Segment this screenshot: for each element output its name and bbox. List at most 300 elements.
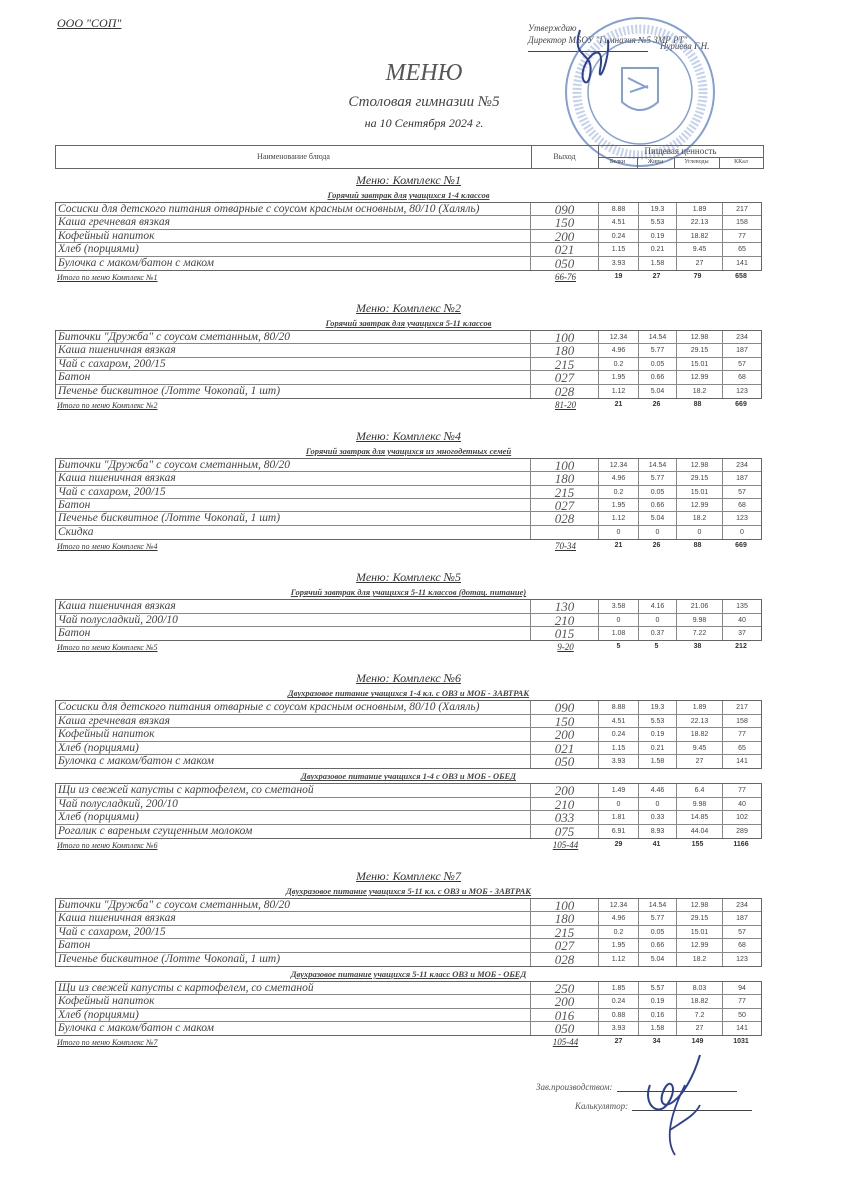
table-row (56, 742, 761, 755)
dish-output: 180 (531, 344, 599, 356)
dish-output: 050 (531, 257, 599, 270)
dish-name: Чай с сахаром, 200/15 (56, 358, 531, 370)
table-row (56, 499, 761, 512)
approve-label: Утверждаю (528, 23, 577, 33)
table-row (56, 1009, 761, 1022)
meal-group-title: Горячий завтрак для учащихся 5-11 классов (325, 317, 492, 328)
manager-signature (640, 1045, 710, 1165)
table-row (56, 982, 761, 995)
dish-kcal: 68 (738, 502, 746, 510)
total-fats: 26 (652, 400, 661, 408)
total-price: 105-44 (552, 839, 579, 850)
dish-carbs: 12.98 (677, 331, 723, 343)
table-row (56, 1022, 761, 1035)
dish-kcal: 57 (738, 928, 746, 936)
dish-output: 021 (531, 742, 599, 754)
dish-carbs: 22.13 (677, 216, 723, 228)
dish-name: Рогалик с вареным сгущенным молоком (56, 825, 531, 838)
total-kcal: 212 (735, 643, 747, 651)
organization-name: ООО "СОП" (57, 16, 122, 30)
meal-group (55, 446, 762, 540)
dish-fats: 0.37 (639, 627, 677, 640)
table-row (56, 331, 761, 344)
dish-name: Биточки "Дружба" с соусом сметанным, 80/20 (56, 899, 531, 911)
dish-proteins: 4.96 (599, 472, 639, 484)
dish-output: 050 (531, 755, 599, 768)
header-fats: Жиры (637, 157, 675, 168)
table-row (56, 715, 761, 728)
dish-carbs: 7.2 (677, 1009, 723, 1021)
dish-fats: 0 (639, 526, 677, 539)
dish-kcal: 234 (736, 461, 748, 469)
table-row (56, 995, 761, 1008)
dish-output: 250 (531, 982, 599, 994)
dish-name: Печенье бисквитное (Лотте Чокопай, 1 шт) (56, 953, 531, 966)
dish-kcal: 40 (738, 800, 746, 808)
table-row (56, 344, 761, 357)
dish-carbs: 9.98 (677, 798, 723, 810)
dish-name: Чай полусладкий, 200/10 (56, 614, 531, 626)
dish-proteins: 0.24 (599, 728, 639, 740)
dish-carbs: 18.2 (677, 512, 723, 524)
table-row (56, 358, 761, 371)
meal-group (55, 769, 762, 839)
dish-fats: 19.3 (639, 203, 677, 215)
total-carbs: 38 (693, 643, 702, 651)
dish-fats: 0 (639, 798, 677, 810)
table-row (56, 459, 761, 472)
total-price: 66-76 (555, 271, 576, 282)
dish-carbs: 18.2 (677, 953, 723, 966)
dish-fats: 14.54 (639, 459, 677, 471)
dish-name: Хлеб (порциями) (56, 742, 531, 754)
table-row (56, 512, 761, 525)
table-row (56, 526, 761, 539)
dish-name: Чай с сахаром, 200/15 (56, 486, 531, 498)
header-kcal: ККал (734, 159, 748, 165)
dish-fats: 5.04 (639, 512, 677, 524)
dish-carbs: 9.45 (677, 243, 723, 255)
dish-kcal: 57 (738, 360, 746, 368)
dish-carbs: 1.89 (677, 701, 723, 713)
table-row (56, 728, 761, 741)
dish-proteins: 1.85 (599, 982, 639, 994)
dish-name: Булочка с маком/батон с маком (56, 1022, 531, 1035)
dish-proteins: 0.24 (599, 230, 639, 242)
dish-fats: 0.21 (639, 742, 677, 754)
dish-name: Булочка с маком/батон с маком (56, 257, 531, 270)
dish-output: 090 (531, 701, 599, 713)
dish-proteins: 0 (599, 526, 639, 539)
dish-fats: 5.04 (639, 385, 677, 398)
dish-name: Скидка (56, 526, 531, 539)
header-nutrition: Пищевая ценность (598, 146, 763, 158)
complex-title: Меню: Комплекс №1 (356, 173, 461, 187)
total-proteins: 21 (614, 542, 623, 550)
total-proteins: 29 (614, 840, 623, 848)
dish-carbs: 27 (677, 755, 723, 768)
menu-complex (55, 866, 762, 1050)
dish-proteins: 3.93 (599, 755, 639, 768)
dish-proteins: 0 (599, 798, 639, 810)
table-header (55, 145, 764, 169)
total-price: 9-20 (557, 642, 574, 653)
table-row (56, 953, 761, 966)
dish-proteins: 8.88 (599, 203, 639, 215)
dish-name: Биточки "Дружба" с соусом сметанным, 80/20 (56, 459, 531, 471)
dish-fats: 0.05 (639, 358, 677, 370)
dish-carbs: 15.01 (677, 358, 723, 370)
complex-total-row (55, 839, 762, 852)
dish-output: 200 (531, 728, 599, 740)
dish-name: Сосиски для детского питания отварные с соусом красным основным, 80/10 (Халяль) (56, 701, 531, 713)
dish-output: 215 (531, 486, 599, 498)
dish-proteins: 1.08 (599, 627, 639, 640)
table-row (56, 371, 761, 384)
complex-total-row (55, 641, 762, 654)
dish-carbs: 15.01 (677, 486, 723, 498)
dish-fats: 4.16 (639, 600, 677, 612)
total-price: 105-44 (552, 1037, 579, 1048)
dish-fats: 0.66 (639, 939, 677, 951)
dish-fats: 5.53 (639, 216, 677, 228)
total-fats: 34 (652, 1038, 661, 1046)
dish-name: Батон (56, 371, 531, 383)
dishes-table (55, 599, 762, 641)
total-proteins: 27 (614, 1038, 623, 1046)
dish-carbs: 12.98 (677, 899, 723, 911)
dish-fats: 1.58 (639, 755, 677, 768)
dish-output: 050 (531, 1022, 599, 1035)
dishes-table (55, 458, 762, 540)
menu-content (55, 170, 762, 1063)
menu-complex (55, 567, 762, 654)
meal-group (55, 190, 762, 271)
meal-group (55, 967, 762, 1037)
table-row (56, 600, 761, 613)
dish-name: Батон (56, 939, 531, 951)
dish-fats: 5.57 (639, 982, 677, 994)
table-row (56, 385, 761, 398)
dish-kcal: 141 (736, 1025, 748, 1033)
dish-name: Каша пшеничная вязкая (56, 344, 531, 356)
dish-carbs: 27 (677, 1022, 723, 1035)
meal-group-title: Двухразовое питание учащихся 1-4 кл. с ОВЗ и МОБ - ЗАВТРАК (287, 688, 530, 699)
dish-output: 150 (531, 216, 599, 228)
meal-group-title: Горячий завтрак для учащихся из многодетных семей (305, 445, 512, 456)
dish-fats: 0.66 (639, 499, 677, 511)
total-label: Итого по меню Комплекс №2 (57, 400, 158, 410)
dish-kcal: 234 (736, 333, 748, 341)
meal-group-title: Двухразовое питание учащихся 5-11 кл. с ОВЗ и МОБ - ЗАВТРАК (285, 885, 532, 896)
dish-name: Батон (56, 499, 531, 511)
dish-name: Батон (56, 627, 531, 640)
dish-output: 075 (531, 825, 599, 838)
complex-title: Меню: Комплекс №7 (356, 868, 461, 883)
dish-carbs: 22.13 (677, 715, 723, 727)
approve-position: Директор МБОУ "Гимназия №5 ЗМР РТ" (528, 35, 688, 45)
meal-group-title: Двухразовое питание учащихся 1-4 с ОВЗ и МОБ - ОБЕД (301, 771, 516, 782)
approve-name: Нуриева Г.Н. (660, 41, 710, 51)
dish-output: 033 (531, 811, 599, 823)
dish-carbs: 14.85 (677, 811, 723, 823)
dish-output: 100 (531, 459, 599, 471)
dish-fats: 14.54 (639, 899, 677, 911)
dish-proteins: 1.49 (599, 784, 639, 796)
dish-fats: 19.3 (639, 701, 677, 713)
dish-name: Чай с сахаром, 200/15 (56, 926, 531, 938)
table-row (56, 784, 761, 797)
dish-fats: 0.05 (639, 486, 677, 498)
total-carbs: 149 (691, 1038, 704, 1046)
dish-name: Биточки "Дружба" с соусом сметанным, 80/20 (56, 331, 531, 343)
table-row (56, 755, 761, 768)
table-row (56, 798, 761, 811)
dish-fats: 5.77 (639, 472, 677, 484)
dish-fats: 1.58 (639, 257, 677, 270)
dish-output: 150 (531, 715, 599, 727)
calculator-label: Калькулятор: (575, 1101, 629, 1111)
header-output: Выход (531, 146, 599, 168)
dishes-table (55, 981, 762, 1037)
total-price: 81-20 (555, 399, 576, 410)
dish-carbs: 1.89 (677, 203, 723, 215)
dish-kcal: 289 (736, 827, 748, 835)
dishes-table (55, 202, 762, 271)
dish-output: 021 (531, 243, 599, 255)
dish-fats: 0.21 (639, 243, 677, 255)
dish-proteins: 12.34 (599, 331, 639, 343)
total-carbs: 79 (693, 272, 702, 280)
dish-carbs: 12.98 (677, 459, 723, 471)
meal-group (55, 688, 762, 769)
dish-proteins: 0.88 (599, 1009, 639, 1021)
table-row (56, 472, 761, 485)
dish-output: 028 (531, 385, 599, 398)
dish-kcal: 50 (738, 1011, 746, 1019)
dish-output: 028 (531, 512, 599, 524)
dish-proteins: 0.2 (599, 926, 639, 938)
dish-kcal: 0 (740, 528, 744, 536)
complex-total-row (55, 540, 762, 553)
dish-fats: 1.58 (639, 1022, 677, 1035)
dish-kcal: 40 (738, 616, 746, 624)
total-price: 70-34 (555, 541, 576, 552)
dish-kcal: 77 (738, 731, 746, 739)
meal-group (55, 886, 762, 967)
dish-proteins: 4.51 (599, 216, 639, 228)
table-row (56, 257, 761, 270)
dish-output: 100 (531, 899, 599, 911)
dish-kcal: 123 (736, 387, 748, 395)
dish-kcal: 123 (736, 515, 748, 523)
table-row (56, 939, 761, 952)
header-proteins: Белки (598, 157, 638, 168)
dish-proteins: 1.95 (599, 499, 639, 511)
total-label: Итого по меню Комплекс №4 (57, 542, 158, 552)
dish-carbs: 18.82 (677, 995, 723, 1007)
dish-kcal: 135 (736, 603, 748, 611)
table-row (56, 701, 761, 714)
dish-kcal: 102 (736, 814, 748, 822)
meal-group (55, 587, 762, 641)
table-row (56, 825, 761, 838)
dish-name: Сосиски для детского питания отварные с соусом красным основным, 80/10 (Халяль) (56, 203, 531, 215)
menu-complex (55, 426, 762, 553)
dish-output (531, 526, 599, 539)
dish-carbs: 18.82 (677, 728, 723, 740)
dish-carbs: 29.15 (677, 472, 723, 484)
dish-kcal: 77 (738, 232, 746, 240)
dish-name: Печенье бисквитное (Лотте Чокопай, 1 шт) (56, 385, 531, 398)
dish-output: 100 (531, 331, 599, 343)
table-row (56, 912, 761, 925)
dish-name: Кофейный напиток (56, 230, 531, 242)
total-fats: 26 (652, 542, 661, 550)
dish-carbs: 21.06 (677, 600, 723, 612)
meal-group-title: Горячий завтрак для учащихся 5-11 классов (дотац. питание) (290, 587, 527, 598)
dish-name: Кофейный напиток (56, 995, 531, 1007)
dish-kcal: 68 (738, 942, 746, 950)
dish-output: 180 (531, 472, 599, 484)
complex-total-row (55, 271, 762, 284)
dish-fats: 14.54 (639, 331, 677, 343)
dish-name: Каша гречневая вязкая (56, 715, 531, 727)
total-fats: 27 (652, 272, 661, 280)
dish-proteins: 0 (599, 614, 639, 626)
dish-kcal: 57 (738, 488, 746, 496)
total-label: Итого по меню Комплекс №6 (57, 840, 158, 850)
dish-carbs: 44.04 (677, 825, 723, 838)
complex-title: Меню: Комплекс №6 (356, 671, 461, 686)
table-row (56, 627, 761, 640)
total-fats: 41 (652, 840, 661, 848)
dish-output: 016 (531, 1009, 599, 1021)
dish-proteins: 3.93 (599, 1022, 639, 1035)
complex-title: Меню: Комплекс №4 (356, 428, 461, 443)
dish-name: Каша гречневая вязкая (56, 216, 531, 228)
dish-proteins: 1.81 (599, 811, 639, 823)
dish-fats: 0.16 (639, 1009, 677, 1021)
dish-kcal: 94 (738, 984, 746, 992)
total-label: Итого по меню Комплекс №5 (57, 643, 158, 653)
dish-kcal: 77 (738, 787, 746, 795)
total-kcal: 669 (735, 542, 747, 550)
total-kcal: 669 (735, 400, 747, 408)
total-kcal: 1031 (733, 1038, 749, 1046)
dish-kcal: 187 (736, 915, 748, 923)
dish-proteins: 3.58 (599, 600, 639, 612)
dish-output: 028 (531, 953, 599, 966)
table-row (56, 230, 761, 243)
dish-name: Каша пшеничная вязкая (56, 600, 531, 612)
dish-carbs: 0 (677, 526, 723, 539)
dish-carbs: 7.22 (677, 627, 723, 640)
dish-kcal: 65 (738, 744, 746, 752)
dish-kcal: 65 (738, 246, 746, 254)
dish-proteins: 4.51 (599, 715, 639, 727)
total-proteins: 5 (616, 643, 621, 651)
dish-name: Хлеб (порциями) (56, 243, 531, 255)
total-kcal: 658 (735, 272, 747, 280)
dish-kcal: 158 (736, 219, 748, 227)
table-row (56, 486, 761, 499)
dish-name: Печенье бисквитное (Лотте Чокопай, 1 шт) (56, 512, 531, 524)
dish-kcal: 187 (736, 347, 748, 355)
dish-output: 200 (531, 230, 599, 242)
document-subtitle: Столовая гимназии №5 (348, 94, 500, 110)
dish-fats: 0.66 (639, 371, 677, 383)
dish-carbs: 27 (677, 257, 723, 270)
dish-fats: 0.19 (639, 728, 677, 740)
header-carbs: Углеводы (674, 157, 720, 168)
total-fats: 5 (654, 643, 659, 651)
dish-kcal: 68 (738, 374, 746, 382)
dish-proteins: 0.24 (599, 995, 639, 1007)
dish-output: 027 (531, 371, 599, 383)
meal-group (55, 318, 762, 399)
complex-total-row (55, 399, 762, 412)
dish-output: 210 (531, 614, 599, 626)
meal-group-title: Двухразовое питание учащихся 5-11 класс ОВЗ и МОБ - ОБЕД (290, 968, 527, 979)
dish-kcal: 123 (736, 955, 748, 963)
dish-name: Щи из свежей капусты с картофелем, со сметаной (56, 784, 531, 796)
dish-fats: 0 (639, 614, 677, 626)
dish-carbs: 6.4 (677, 784, 723, 796)
total-label: Итого по меню Комплекс №1 (57, 272, 158, 282)
total-label: Итого по меню Комплекс №7 (57, 1038, 158, 1048)
menu-complex (55, 170, 762, 284)
header-name: Наименование блюда (56, 146, 532, 168)
dish-output: 090 (531, 203, 599, 215)
dish-carbs: 12.99 (677, 939, 723, 951)
table-row (56, 243, 761, 256)
dish-carbs: 8.03 (677, 982, 723, 994)
dish-carbs: 18.82 (677, 230, 723, 242)
dish-kcal: 187 (736, 475, 748, 483)
dish-fats: 0.05 (639, 926, 677, 938)
dish-proteins: 12.34 (599, 899, 639, 911)
document-date: на 10 Сентября 2024 г. (364, 116, 484, 130)
dish-name: Хлеб (порциями) (56, 811, 531, 823)
dish-fats: 0.19 (639, 230, 677, 242)
dish-carbs: 29.15 (677, 912, 723, 924)
table-row (56, 216, 761, 229)
dish-kcal: 234 (736, 901, 748, 909)
dish-carbs: 12.99 (677, 499, 723, 511)
dish-kcal: 37 (738, 630, 746, 638)
dish-fats: 0.19 (639, 995, 677, 1007)
dish-kcal: 77 (738, 998, 746, 1006)
dish-proteins: 12.34 (599, 459, 639, 471)
dish-name: Чай полусладкий, 200/10 (56, 798, 531, 810)
dish-name: Хлеб (порциями) (56, 1009, 531, 1021)
total-carbs: 88 (693, 542, 702, 550)
dish-kcal: 158 (736, 717, 748, 725)
dish-carbs: 9.45 (677, 742, 723, 754)
complex-title: Меню: Комплекс №2 (356, 300, 461, 315)
dish-output: 210 (531, 798, 599, 810)
dishes-table (55, 898, 762, 967)
manager-label: Зав.производством: (536, 1082, 613, 1092)
table-row (56, 926, 761, 939)
dish-proteins: 4.96 (599, 912, 639, 924)
dish-name: Булочка с маком/батон с маком (56, 755, 531, 768)
total-carbs: 155 (691, 840, 704, 848)
dish-output: 015 (531, 627, 599, 640)
dish-fats: 5.04 (639, 953, 677, 966)
dish-carbs: 15.01 (677, 926, 723, 938)
